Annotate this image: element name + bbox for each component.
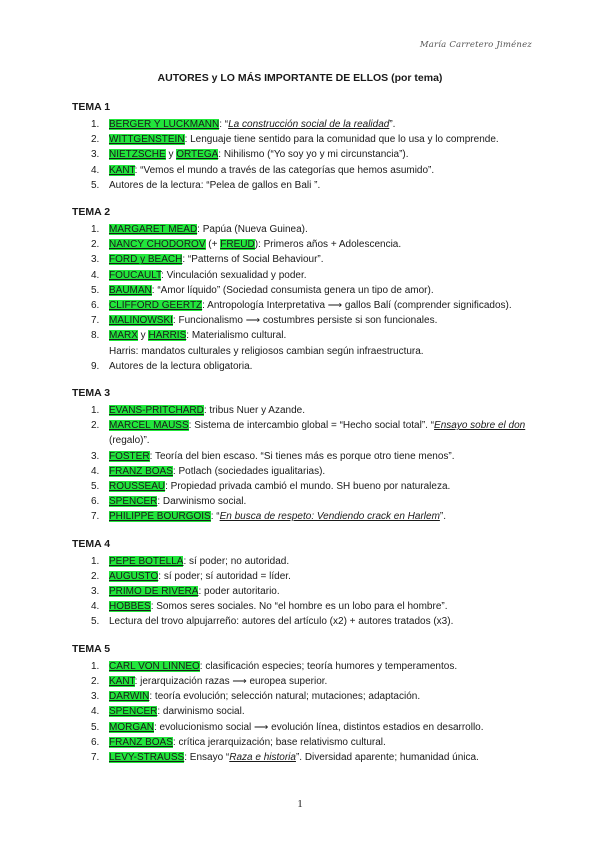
section-title: TEMA 3 bbox=[72, 387, 111, 400]
item-text: : crítica jerarquización; base relativismo cultural. bbox=[172, 736, 386, 748]
author-name-highlight: MORGAN bbox=[109, 721, 154, 733]
item-text: Autores de la lectura: “Pelea de gallos en Bali ”. bbox=[109, 179, 321, 191]
item-text: ): Primeros años + Adolescencia. bbox=[254, 239, 402, 251]
list-item bbox=[72, 222, 532, 237]
author-name-highlight: AUGUSTO bbox=[109, 570, 159, 582]
section-tema-1 bbox=[72, 100, 532, 193]
section-title: TEMA 4 bbox=[72, 537, 111, 550]
item-text: : jerarquización razas ⟶ europea superior. bbox=[134, 675, 328, 687]
author-name-highlight: FORD y BEACH bbox=[109, 254, 183, 266]
item-text: : sí poder; no autoridad. bbox=[183, 555, 290, 567]
author-name-highlight: HARRIS bbox=[148, 330, 187, 342]
author-name-highlight: FOUCAULT bbox=[109, 269, 162, 281]
author-name-highlight: EVANS-PRITCHARD bbox=[109, 405, 204, 417]
list-number: 5. bbox=[91, 616, 100, 628]
list-item bbox=[72, 268, 532, 283]
author-name-highlight: ORTEGA bbox=[176, 149, 219, 161]
author-name-highlight: MALINOWSKI bbox=[109, 315, 173, 327]
list-item bbox=[72, 735, 532, 750]
author-name-highlight: LEVY-STRAUSS bbox=[109, 751, 185, 763]
author-name-highlight: KANT bbox=[109, 675, 135, 687]
list-item bbox=[72, 283, 532, 298]
list-item bbox=[72, 117, 532, 132]
section-tema-3 bbox=[72, 386, 532, 525]
item-text: : Nihilismo (“Yo soy yo y mi circunstancia”). bbox=[218, 149, 409, 161]
item-text: ”. bbox=[389, 119, 396, 130]
work-title: Raza e historia bbox=[229, 751, 296, 763]
author-list bbox=[72, 222, 532, 374]
list-number: 9. bbox=[91, 360, 100, 372]
section-tema-4 bbox=[72, 537, 532, 630]
item-text: : clasificación especies; teoría humores y temperamentos. bbox=[199, 660, 458, 672]
list-item bbox=[72, 313, 532, 328]
item-text: : tribus Nuer y Azande. bbox=[203, 405, 305, 417]
list-number: 1. bbox=[91, 224, 100, 236]
list-item bbox=[72, 132, 532, 147]
list-item bbox=[72, 449, 532, 464]
list-number: 1. bbox=[91, 555, 100, 567]
page-title: AUTORES y LO MÁS IMPORTANTE DE ELLOS (por tema) bbox=[157, 72, 443, 84]
list-number: 2. bbox=[91, 675, 100, 687]
work-title: En busca de respeto: Vendiendo crack en Harlem bbox=[219, 511, 440, 523]
work-title: Ensayo sobre el don bbox=[434, 420, 526, 432]
list-item bbox=[72, 237, 532, 252]
author-name-highlight: FRANZ BOAS bbox=[109, 465, 173, 477]
list-number: 6. bbox=[91, 496, 100, 508]
list-number: 1. bbox=[91, 660, 100, 672]
header-author: María Carretero Jiménez bbox=[419, 40, 532, 50]
list-item bbox=[72, 689, 532, 704]
list-number: 3. bbox=[91, 450, 100, 462]
author-list bbox=[72, 403, 532, 525]
item-text: : Lenguaje tiene sentido para la comunidad que lo usa y lo comprende. bbox=[184, 134, 499, 146]
item-text: : “ bbox=[210, 511, 220, 523]
document-body bbox=[72, 100, 532, 777]
item-text: : Sistema de intercambio global = “Hecho social total”. “ bbox=[188, 420, 435, 432]
list-item bbox=[72, 298, 532, 313]
list-item bbox=[72, 359, 532, 374]
list-number: 6. bbox=[91, 300, 100, 312]
author-name-highlight: MARX bbox=[109, 330, 138, 342]
author-name-highlight: FOSTER bbox=[109, 450, 150, 462]
list-number: 4. bbox=[91, 465, 100, 477]
author-name-highlight: KANT bbox=[109, 164, 135, 176]
item-text: : Somos seres sociales. No “el hombre es un lobo para el hombre”. bbox=[150, 601, 448, 613]
item-text: : poder autoritario. bbox=[198, 586, 280, 598]
list-number: 3. bbox=[91, 691, 100, 703]
author-name-highlight: NIETZSCHE bbox=[109, 149, 166, 161]
list-number: 7. bbox=[91, 751, 100, 763]
list-item bbox=[72, 147, 532, 162]
author-name-highlight: ROUSSEAU bbox=[109, 481, 166, 493]
section-title: TEMA 1 bbox=[72, 101, 111, 113]
list-item bbox=[72, 720, 532, 735]
item-text: Autores de la lectura obligatoria. bbox=[109, 360, 253, 372]
item-text: : teoría evolución; selección natural; mutaciones; adaptación. bbox=[149, 691, 421, 703]
author-name-highlight: CARL VON LINNEO bbox=[109, 660, 200, 672]
list-item bbox=[72, 569, 532, 584]
author-name-highlight: PRIMO DE RIVERA bbox=[109, 586, 199, 598]
item-text: : “Vemos el mundo a través de las categorías que hemos asumido”. bbox=[134, 164, 435, 176]
list-item bbox=[72, 252, 532, 267]
item-text: : Antropología Interpretativa ⟶ gallos Balí (comprender significados). bbox=[202, 300, 512, 312]
list-item bbox=[72, 659, 532, 674]
list-item bbox=[72, 554, 532, 569]
list-item bbox=[72, 599, 532, 614]
author-name-highlight: DARWIN bbox=[109, 691, 150, 703]
author-name-highlight: HOBBES bbox=[109, 601, 151, 613]
list-number: 3. bbox=[91, 149, 100, 161]
author-name-highlight: FREUD bbox=[220, 239, 255, 251]
list-item bbox=[72, 704, 532, 719]
item-text: : Propiedad privada cambió el mundo. SH bueno por naturaleza. bbox=[165, 481, 451, 493]
item-text: : evolucionismo social ⟶ evolución línea, distintos estadios en desarrollo. bbox=[154, 721, 484, 733]
item-text: (regalo)”. bbox=[109, 435, 150, 447]
item-text: : Ensayo “ bbox=[184, 751, 230, 763]
item-text: : “Amor líquido” (Sociedad consumista genera un tipo de amor). bbox=[151, 284, 434, 296]
list-item bbox=[72, 418, 532, 448]
author-name-highlight: NANCY CHODOROV bbox=[109, 239, 206, 251]
author-name-highlight: MARCEL MAUSS bbox=[109, 420, 189, 432]
list-number: 2. bbox=[91, 420, 100, 432]
item-text: : Darwinismo social. bbox=[157, 496, 247, 508]
list-number: 2. bbox=[91, 239, 100, 251]
list-item bbox=[72, 328, 532, 358]
item-text: : sí poder; sí autoridad = líder. bbox=[158, 570, 291, 582]
list-number: 3. bbox=[91, 586, 100, 598]
item-text: : Papúa (Nueva Guinea). bbox=[197, 224, 308, 236]
list-number: 4. bbox=[91, 269, 100, 281]
work-title: La construcción social de la realidad bbox=[228, 119, 390, 130]
list-number: 2. bbox=[91, 134, 100, 146]
section-tema-5 bbox=[72, 642, 532, 765]
list-number: 1. bbox=[91, 119, 100, 130]
list-item bbox=[72, 584, 532, 599]
list-item bbox=[72, 403, 532, 418]
list-number: 3. bbox=[91, 254, 100, 266]
list-number: 4. bbox=[91, 706, 100, 718]
author-name-highlight: MARGARET MEAD bbox=[109, 224, 198, 236]
item-text: : “ bbox=[219, 119, 229, 130]
item-text: y bbox=[165, 149, 177, 161]
item-text: : Teoría del bien escaso. “Si tienes más es porque otro tiene menos”. bbox=[149, 450, 455, 462]
list-item bbox=[72, 614, 532, 629]
list-number: 8. bbox=[91, 330, 100, 342]
item-text: : Potlach (sociedades igualitarias). bbox=[172, 465, 326, 477]
item-text: : Materialismo cultural. bbox=[186, 330, 287, 342]
item-text: : darwinismo social. bbox=[157, 706, 245, 718]
list-item bbox=[72, 750, 532, 765]
list-number: 4. bbox=[91, 601, 100, 613]
page-number: 1 bbox=[297, 798, 303, 810]
list-number: 5. bbox=[91, 179, 100, 191]
author-name-highlight: PHILIPPE BOURGOIS bbox=[109, 511, 211, 523]
list-number: 5. bbox=[91, 481, 100, 493]
item-text: y bbox=[137, 330, 149, 342]
item-text: : “Patterns of Social Behaviour”. bbox=[182, 254, 324, 266]
list-item bbox=[72, 178, 532, 193]
list-item bbox=[72, 509, 532, 524]
list-number: 4. bbox=[91, 164, 100, 176]
list-item bbox=[72, 494, 532, 509]
author-name-highlight: SPENCER bbox=[109, 706, 158, 718]
list-number: 7. bbox=[91, 511, 100, 523]
list-number: 6. bbox=[91, 736, 100, 748]
author-name-highlight: BERGER Y LUCKMANN bbox=[109, 119, 220, 130]
list-item bbox=[72, 464, 532, 479]
list-number: 1. bbox=[91, 405, 100, 417]
section-title: TEMA 5 bbox=[72, 642, 111, 655]
author-name-highlight: SPENCER bbox=[109, 496, 158, 508]
item-text: ”. bbox=[439, 511, 447, 523]
list-number: 7. bbox=[91, 315, 100, 327]
author-name-highlight: BAUMAN bbox=[109, 284, 152, 296]
author-name-highlight: CLIFFORD GEERTZ bbox=[109, 300, 203, 312]
list-number: 2. bbox=[91, 570, 100, 582]
item-text: : Funcionalismo ⟶ costumbres persiste si son funcionales. bbox=[172, 315, 438, 327]
item-continuation: Harris: mandatos culturales y religiosos cambian según infraestructura. bbox=[109, 345, 424, 357]
author-name-highlight: PEPE BOTELLA bbox=[109, 555, 184, 567]
item-text: ”. Diversidad aparente; humanidad única. bbox=[295, 751, 479, 763]
list-number: 5. bbox=[91, 284, 100, 296]
author-list bbox=[72, 554, 532, 630]
list-item bbox=[72, 674, 532, 689]
item-text: : Vinculación sexualidad y poder. bbox=[161, 269, 307, 281]
list-item bbox=[72, 163, 532, 178]
section-tema-2 bbox=[72, 205, 532, 374]
list-number: 5. bbox=[91, 721, 100, 733]
author-list bbox=[72, 659, 532, 765]
author-name-highlight: FRANZ BOAS bbox=[109, 736, 173, 748]
list-item bbox=[72, 479, 532, 494]
item-text: (+ bbox=[205, 239, 221, 251]
item-text: Lectura del trovo alpujarreño: autores del artículo (x2) + autores tratados (x3). bbox=[109, 616, 454, 628]
author-name-highlight: WITTGENSTEIN bbox=[109, 134, 185, 146]
author-list bbox=[72, 117, 532, 193]
section-title: TEMA 2 bbox=[72, 206, 111, 219]
